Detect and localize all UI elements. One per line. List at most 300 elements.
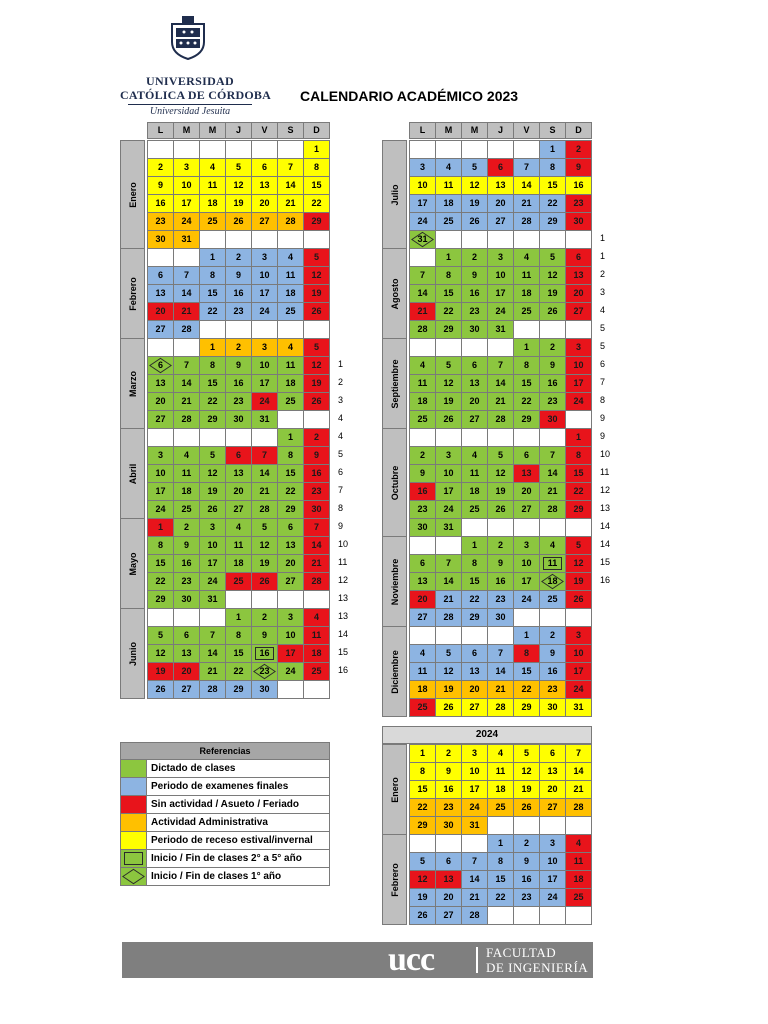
day-cell: [487, 698, 514, 717]
day-cell: [487, 744, 514, 763]
day-number: 25: [443, 216, 454, 226]
day-number: 31: [573, 702, 584, 712]
week-number: 1: [600, 251, 606, 261]
day-number: 2: [313, 432, 319, 442]
day-number: 20: [573, 288, 584, 298]
day-cell: [173, 374, 200, 393]
day-number: 22: [573, 486, 584, 496]
day-number: 13: [443, 874, 454, 884]
day-number: 27: [259, 216, 270, 226]
day-cell: [461, 302, 488, 321]
day-cell: [173, 338, 200, 357]
day-number: 27: [181, 684, 192, 694]
day-cell: [565, 410, 592, 429]
day-cell: [435, 816, 462, 835]
day-cell: [409, 644, 436, 663]
week-number: 13: [338, 611, 349, 621]
day-cell: [461, 500, 488, 519]
day-cell: [487, 816, 514, 835]
day-number: 14: [521, 180, 532, 190]
day-number: 16: [417, 486, 428, 496]
day-number: 14: [259, 468, 270, 478]
day-number: 21: [259, 486, 270, 496]
day-cell: [251, 194, 278, 213]
day-cell: [199, 230, 226, 249]
day-cell: [487, 554, 514, 573]
day-cell: [435, 140, 462, 159]
day-cell: [565, 464, 592, 483]
day-cell: [435, 284, 462, 303]
day-cell: [435, 428, 462, 447]
day-cell: [251, 626, 278, 645]
day-number: 19: [469, 198, 480, 208]
day-number: 4: [313, 612, 319, 622]
day-cell: [409, 464, 436, 483]
day-cell: [435, 248, 462, 267]
day-number: 8: [209, 360, 215, 370]
day-number: 24: [417, 216, 428, 226]
day-cell: [513, 266, 540, 285]
day-cell: [487, 230, 514, 249]
week-number: 2: [600, 269, 606, 279]
day-cell: [565, 482, 592, 501]
day-number: 3: [523, 540, 529, 550]
day-header: S: [277, 122, 304, 139]
day-cell: [435, 698, 462, 717]
day-cell: [409, 662, 436, 681]
month-label-cell: [120, 248, 145, 339]
day-cell: [409, 374, 436, 393]
day-number: 18: [521, 288, 532, 298]
day-cell: [251, 248, 278, 267]
day-number: 16: [547, 378, 558, 388]
day-cell: [303, 482, 330, 501]
day-number: 10: [285, 630, 296, 640]
day-cell: [277, 176, 304, 195]
day-cell: [147, 248, 174, 267]
day-cell: [251, 140, 278, 159]
day-cell: [199, 356, 226, 375]
day-number: 27: [155, 324, 166, 334]
day-cell: [435, 356, 462, 375]
day-cell: [251, 446, 278, 465]
day-number: 18: [181, 486, 192, 496]
day-cell: [461, 140, 488, 159]
day-number: 9: [235, 360, 241, 370]
day-cell: [277, 608, 304, 627]
day-number: 11: [311, 630, 322, 640]
day-number: 11: [207, 180, 218, 190]
day-number: 3: [157, 450, 163, 460]
day-number: 22: [233, 666, 244, 676]
day-cell: [461, 374, 488, 393]
day-cell: [487, 852, 514, 871]
month-label-cell: [120, 608, 145, 699]
day-number: 23: [495, 594, 506, 604]
day-number: 30: [311, 504, 322, 514]
day-number: 23: [155, 216, 166, 226]
day-number: 6: [471, 360, 477, 370]
day-cell: [409, 410, 436, 429]
day-cell: [513, 338, 540, 357]
day-number: 26: [207, 504, 218, 514]
day-header: D: [303, 122, 330, 139]
day-number: 19: [443, 396, 454, 406]
day-cell: [487, 140, 514, 159]
day-number: 1: [523, 630, 529, 640]
day-number: 5: [523, 748, 529, 758]
day-cell: [251, 356, 278, 375]
legend-title: Referencias: [120, 742, 330, 760]
day-number: 19: [233, 198, 244, 208]
day-number: 3: [471, 748, 477, 758]
day-cell: [539, 320, 566, 339]
day-cell: [199, 410, 226, 429]
day-cell: [435, 536, 462, 555]
day-number: 24: [181, 216, 192, 226]
university-tagline: Universidad Jesuita: [149, 106, 231, 117]
day-cell: [225, 392, 252, 411]
day-cell: [539, 744, 566, 763]
day-cell: [513, 176, 540, 195]
day-number: 27: [547, 802, 558, 812]
day-cell: [461, 176, 488, 195]
day-number: 12: [311, 360, 322, 370]
day-number: 2: [497, 540, 503, 550]
day-cell: [513, 464, 540, 483]
month-name: Febrero: [389, 862, 400, 897]
day-number: 19: [155, 666, 166, 676]
day-cell: [539, 158, 566, 177]
day-number: 18: [417, 684, 428, 694]
legend-item: [120, 796, 330, 814]
day-number: 30: [443, 820, 454, 830]
day-cell: [409, 356, 436, 375]
day-cell: [461, 212, 488, 231]
day-number: 6: [575, 252, 581, 262]
day-number: 22: [417, 802, 428, 812]
day-cell: [409, 816, 436, 835]
month-name: Marzo: [127, 370, 138, 397]
day-cell: [303, 374, 330, 393]
day-number: 18: [233, 558, 244, 568]
day-number: 25: [469, 504, 480, 514]
day-cell: [513, 744, 540, 763]
day-number: 7: [523, 162, 529, 172]
day-cell: [435, 410, 462, 429]
day-number: 21: [181, 396, 192, 406]
ucc-logo-text: ucc: [388, 941, 435, 978]
day-cell: [539, 536, 566, 555]
day-cell: [487, 356, 514, 375]
day-cell: [277, 680, 304, 699]
day-cell: [225, 320, 252, 339]
day-cell: [487, 572, 514, 591]
day-cell: [487, 590, 514, 609]
day-cell: [277, 158, 304, 177]
day-number: 23: [233, 396, 244, 406]
day-number: 27: [285, 576, 296, 586]
day-number: 1: [209, 342, 215, 352]
day-cell: [225, 410, 252, 429]
week-number: 2: [338, 377, 344, 387]
day-number: 30: [417, 522, 428, 532]
legend: [120, 742, 330, 886]
day-cell: [539, 302, 566, 321]
day-cell: [173, 266, 200, 285]
day-number: 17: [469, 784, 480, 794]
day-cell: [435, 392, 462, 411]
day-number: 20: [233, 486, 244, 496]
day-cell: [409, 698, 436, 717]
day-cell: [539, 798, 566, 817]
legend-item: [120, 760, 330, 778]
day-cell: [487, 482, 514, 501]
day-number: 12: [233, 180, 244, 190]
day-cell: [487, 680, 514, 699]
day-number: 19: [259, 558, 270, 568]
day-number: 22: [311, 198, 322, 208]
day-cell: [199, 338, 226, 357]
day-number: 29: [207, 414, 218, 424]
day-cell: [565, 230, 592, 249]
day-cell: [409, 500, 436, 519]
day-cell: [303, 626, 330, 645]
day-cell: [409, 626, 436, 645]
day-number: 5: [549, 252, 555, 262]
day-number: 15: [417, 784, 428, 794]
day-cell: [539, 374, 566, 393]
day-number: 23: [259, 666, 270, 676]
day-cell: [303, 428, 330, 447]
day-cell: [277, 446, 304, 465]
day-cell: [461, 744, 488, 763]
day-number: 30: [155, 234, 166, 244]
day-number: 8: [287, 450, 293, 460]
day-cell: [225, 356, 252, 375]
day-number: 26: [573, 594, 584, 604]
day-cell: [435, 590, 462, 609]
day-number: 21: [311, 558, 322, 568]
legend-swatch: [121, 760, 147, 777]
day-number: 23: [181, 576, 192, 586]
day-number: 3: [261, 342, 267, 352]
day-cell: [251, 590, 278, 609]
day-cell: [513, 356, 540, 375]
day-cell: [409, 212, 436, 231]
university-logo: [120, 14, 271, 120]
day-cell: [461, 906, 488, 925]
day-number: 9: [235, 270, 241, 280]
day-number: 16: [311, 468, 322, 478]
day-cell: [435, 518, 462, 537]
day-cell: [461, 798, 488, 817]
day-cell: [173, 230, 200, 249]
day-number: 10: [573, 360, 584, 370]
day-header: V: [251, 122, 278, 139]
month-label-cell: [382, 834, 407, 925]
day-cell: [277, 644, 304, 663]
day-number: 16: [155, 198, 166, 208]
day-cell: [277, 248, 304, 267]
day-number: 27: [573, 306, 584, 316]
day-number: 16: [233, 378, 244, 388]
footer-banner: [122, 942, 593, 978]
day-cell: [565, 266, 592, 285]
day-number: 14: [207, 648, 218, 658]
day-cell: [173, 662, 200, 681]
day-cell: [487, 662, 514, 681]
day-number: 17: [495, 288, 506, 298]
day-cell: [513, 500, 540, 519]
day-number: 26: [311, 396, 322, 406]
day-number: 25: [417, 414, 428, 424]
day-cell: [487, 212, 514, 231]
day-cell: [409, 536, 436, 555]
day-number: 6: [497, 162, 503, 172]
month-label-cell: [120, 518, 145, 609]
day-number: 30: [495, 612, 506, 622]
day-number: 5: [575, 540, 581, 550]
day-cell: [173, 482, 200, 501]
day-cell: [251, 338, 278, 357]
day-cell: [565, 140, 592, 159]
day-cell: [409, 140, 436, 159]
day-cell: [173, 644, 200, 663]
legend-item: [120, 850, 330, 868]
day-cell: [251, 644, 278, 663]
day-cell: [251, 572, 278, 591]
faculty-line2: DE INGENIERÍA: [486, 960, 589, 975]
day-cell: [225, 572, 252, 591]
day-cell: [225, 644, 252, 663]
day-number: 22: [207, 306, 218, 316]
day-number: 20: [469, 684, 480, 694]
day-number: 1: [445, 252, 451, 262]
day-number: 20: [259, 198, 270, 208]
day-cell: [435, 194, 462, 213]
day-number: 17: [573, 378, 584, 388]
day-cell: [147, 428, 174, 447]
day-number: 10: [469, 766, 480, 776]
month-label-cell: [382, 744, 407, 835]
day-number: 10: [443, 468, 454, 478]
day-number: 15: [207, 378, 218, 388]
day-cell: [435, 644, 462, 663]
day-cell: [303, 284, 330, 303]
day-cell: [461, 320, 488, 339]
day-number: 10: [207, 540, 218, 550]
day-cell: [199, 212, 226, 231]
day-number: 1: [497, 838, 503, 848]
week-number: 11: [600, 467, 610, 477]
day-cell: [565, 374, 592, 393]
day-cell: [565, 428, 592, 447]
day-cell: [277, 662, 304, 681]
day-number: 28: [207, 684, 218, 694]
day-number: 17: [547, 874, 558, 884]
day-number: 16: [521, 874, 532, 884]
day-cell: [225, 266, 252, 285]
week-number: 3: [600, 287, 606, 297]
week-number: 13: [338, 593, 349, 603]
day-cell: [303, 158, 330, 177]
month-label-cell: [382, 536, 407, 627]
day-cell: [513, 248, 540, 267]
day-cell: [303, 572, 330, 591]
day-cell: [147, 644, 174, 663]
day-number: 11: [573, 856, 584, 866]
day-number: 15: [521, 378, 532, 388]
legend-item: [120, 814, 330, 832]
day-cell: [277, 572, 304, 591]
day-cell: [539, 518, 566, 537]
day-cell: [513, 284, 540, 303]
day-cell: [199, 374, 226, 393]
day-number: 4: [287, 342, 293, 352]
day-cell: [277, 482, 304, 501]
day-cell: [251, 662, 278, 681]
day-cell: [565, 446, 592, 465]
day-cell: [487, 320, 514, 339]
day-cell: [147, 356, 174, 375]
day-cell: [225, 446, 252, 465]
day-cell: [539, 392, 566, 411]
day-cell: [303, 338, 330, 357]
day-cell: [409, 518, 436, 537]
day-cell: [277, 536, 304, 555]
day-cell: [409, 680, 436, 699]
day-cell: [173, 572, 200, 591]
day-cell: [173, 158, 200, 177]
day-number: 6: [261, 162, 267, 172]
week-number: 8: [600, 395, 606, 405]
week-number: 9: [338, 521, 344, 531]
day-cell: [539, 140, 566, 159]
day-cell: [461, 338, 488, 357]
legend-label: Inicio / Fin de clases 2° a 5° año: [151, 853, 302, 864]
day-cell: [565, 320, 592, 339]
day-cell: [435, 230, 462, 249]
day-cell: [147, 554, 174, 573]
day-cell: [303, 662, 330, 681]
day-cell: [565, 500, 592, 519]
month-label-cell: [120, 140, 145, 249]
day-number: 24: [259, 396, 270, 406]
day-number: 25: [417, 702, 428, 712]
day-number: 2: [471, 252, 477, 262]
day-cell: [539, 248, 566, 267]
legend-label: Periodo de receso estival/invernal: [151, 835, 313, 846]
day-number: 10: [259, 360, 270, 370]
day-cell: [565, 554, 592, 573]
day-number: 18: [547, 576, 558, 586]
day-cell: [409, 446, 436, 465]
day-cell: [173, 590, 200, 609]
day-number: 8: [523, 360, 529, 370]
day-number: 8: [419, 766, 425, 776]
day-number: 3: [287, 612, 293, 622]
day-cell: [435, 176, 462, 195]
day-cell: [199, 158, 226, 177]
day-cell: [303, 410, 330, 429]
day-cell: [539, 338, 566, 357]
month-name: Julio: [389, 183, 400, 206]
day-number: 15: [547, 180, 558, 190]
day-number: 7: [549, 450, 555, 460]
day-cell: [461, 518, 488, 537]
day-number: 9: [313, 450, 319, 460]
